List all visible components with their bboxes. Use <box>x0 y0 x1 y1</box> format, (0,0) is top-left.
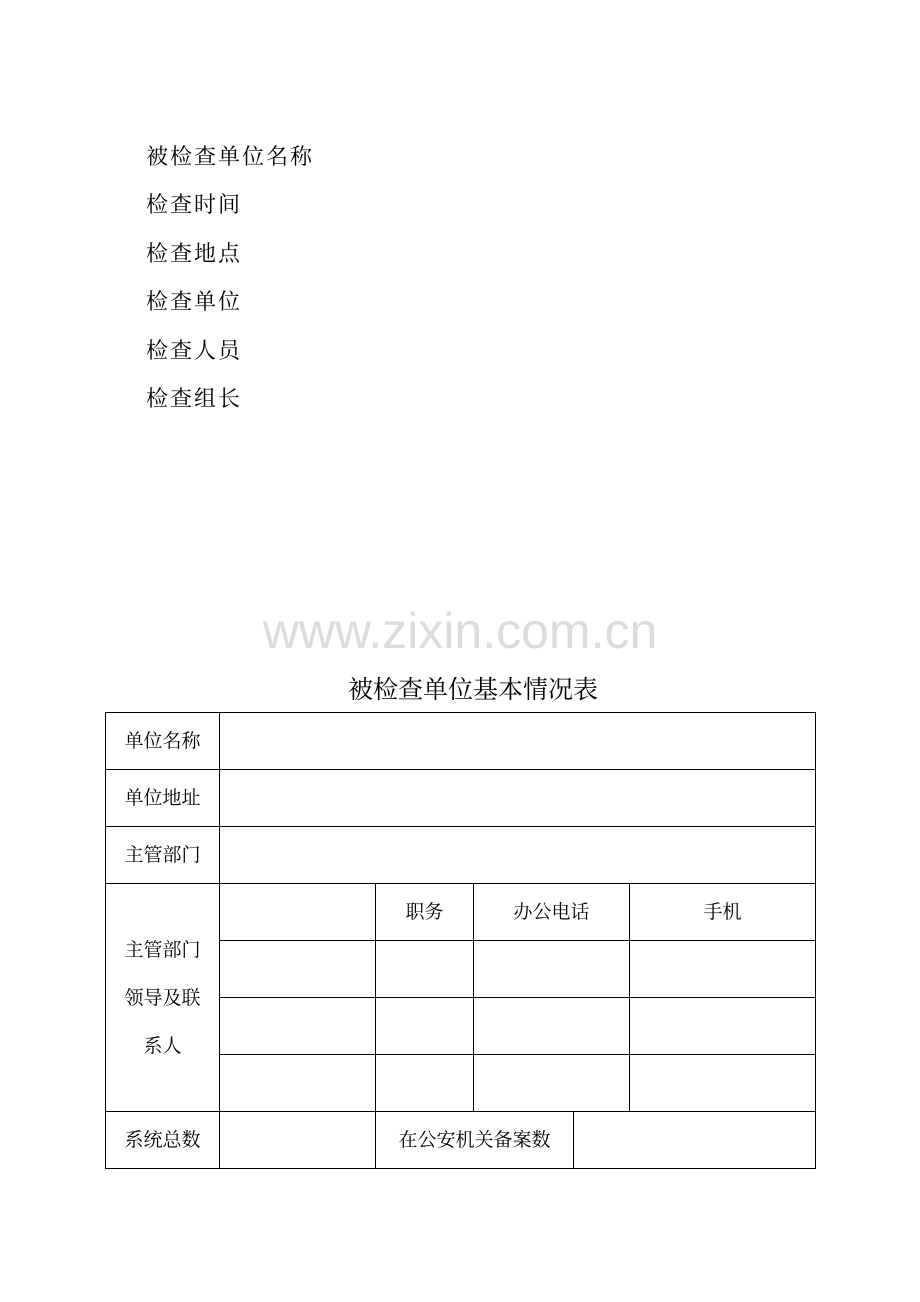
department-label: 主管部门 <box>106 827 220 884</box>
cover-fields <box>146 140 314 430</box>
cover-field-inspection-location: 检查地点 <box>146 241 243 267</box>
unit-info-table <box>105 712 816 1169</box>
contact-position-cell[interactable] <box>376 941 474 998</box>
table-row-systems <box>106 1112 816 1169</box>
contact-office-phone-cell[interactable] <box>474 998 630 1055</box>
cover-field-team-leader: 检查组长 <box>146 386 243 412</box>
contact-position-cell[interactable] <box>376 1055 474 1112</box>
contact-name-cell[interactable] <box>220 941 376 998</box>
contacts-label <box>106 884 220 1112</box>
cover-field-inspected-unit-name: 被检查单位名称 <box>146 145 315 170</box>
contacts-label-line-1: 主管部门 <box>124 938 201 961</box>
office-phone-header: 办公电话 <box>474 884 630 941</box>
contact-office-phone-cell[interactable] <box>474 941 630 998</box>
table-row-department <box>106 827 816 884</box>
contact-mobile-cell[interactable] <box>630 998 816 1055</box>
unit-address-value-cell[interactable] <box>220 770 816 827</box>
unit-name-value-cell[interactable] <box>220 713 816 770</box>
contact-mobile-cell[interactable] <box>630 1055 816 1112</box>
contact-mobile-cell[interactable] <box>630 941 816 998</box>
contact-name-cell[interactable] <box>220 998 376 1055</box>
contacts-label-line-3: 系人 <box>143 1034 182 1057</box>
cover-field-inspectors: 检查人员 <box>146 338 243 364</box>
position-header: 职务 <box>376 884 474 941</box>
contact-office-phone-cell[interactable] <box>474 1055 630 1112</box>
department-value-cell[interactable] <box>220 827 816 884</box>
unit-address-label: 单位地址 <box>106 770 220 827</box>
contacts-label-line-2: 领导及联 <box>124 986 201 1009</box>
contact-name-cell[interactable] <box>220 1055 376 1112</box>
contact-position-cell[interactable] <box>376 998 474 1055</box>
police-record-value-cell[interactable] <box>574 1112 816 1169</box>
contact-name-header-cell <box>220 884 376 941</box>
unit-name-label: 单位名称 <box>106 713 220 770</box>
table-row-contacts-header <box>106 884 816 941</box>
system-total-value-cell[interactable] <box>220 1112 376 1169</box>
cover-field-inspection-time: 检查时间 <box>146 193 243 219</box>
cover-field-inspection-unit: 检查单位 <box>146 290 243 316</box>
table-row-unit-name <box>106 713 816 770</box>
mobile-header: 手机 <box>630 884 816 941</box>
system-total-label: 系统总数 <box>106 1112 220 1169</box>
watermark: www.zixin.com.cn <box>262 603 658 659</box>
police-record-label: 在公安机关备案数 <box>376 1112 574 1169</box>
table-title: 被检查单位基本情况表 <box>347 675 598 704</box>
table-row-unit-address <box>106 770 816 827</box>
